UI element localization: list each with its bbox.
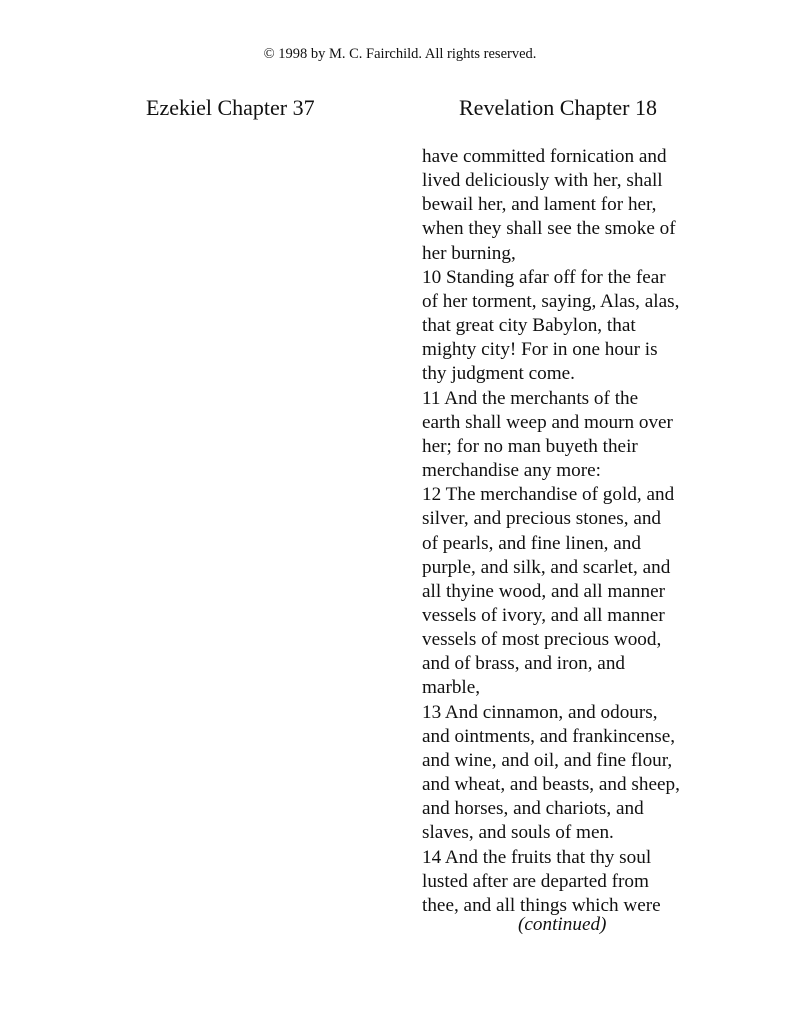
text-line: mighty city! For in one hour is bbox=[422, 339, 658, 361]
right-column-text bbox=[422, 145, 722, 918]
text-line: and wheat, and beasts, and sheep, bbox=[422, 774, 680, 796]
text-line: vessels of most precious wood, bbox=[422, 629, 662, 651]
text-line: her; for no man buyeth their bbox=[422, 435, 638, 457]
text-line: and wine, and oil, and fine flour, bbox=[422, 749, 673, 771]
text-line: lusted after are departed from bbox=[422, 870, 649, 892]
text-line: and ointments, and frankincense, bbox=[422, 725, 676, 747]
text-line: have committed fornication and bbox=[422, 146, 667, 167]
continued-note: (continued) bbox=[518, 914, 607, 935]
text-line: merchandise any more: bbox=[422, 460, 602, 482]
text-line: and of brass, and iron, and bbox=[422, 653, 626, 675]
text-line: lived deliciously with her, shall bbox=[422, 170, 663, 192]
text-line: 12 The merchandise of gold, and bbox=[422, 484, 675, 506]
text-line: marble, bbox=[422, 677, 481, 699]
copyright-notice: © 1998 by M. C. Fairchild. All rights reserved. bbox=[263, 46, 537, 62]
text-line: silver, and precious stones, and bbox=[422, 508, 662, 530]
text-line: slaves, and souls of men. bbox=[422, 822, 614, 844]
text-line: that great city Babylon, that bbox=[422, 315, 636, 337]
text-line: 13 And cinnamon, and odours, bbox=[422, 701, 658, 723]
text-line: 14 And the fruits that thy soul bbox=[422, 846, 652, 868]
text-line: vessels of ivory, and all manner bbox=[422, 604, 665, 626]
text-line: of her torment, saying, Alas, alas, bbox=[422, 290, 680, 312]
right-column-heading: Revelation Chapter 18 bbox=[459, 95, 657, 120]
text-line: and horses, and chariots, and bbox=[422, 798, 644, 820]
text-line: 11 And the merchants of the bbox=[422, 387, 639, 409]
text-line: purple, and silk, and scarlet, and bbox=[422, 556, 671, 578]
text-line: bewail her, and lament for her, bbox=[422, 194, 657, 216]
left-column-heading: Ezekiel Chapter 37 bbox=[146, 95, 315, 120]
text-line: thy judgment come. bbox=[422, 363, 575, 385]
text-line: all thyine wood, and all manner bbox=[422, 580, 665, 602]
text-line: when they shall see the smoke of bbox=[422, 218, 676, 240]
text-line: 10 Standing afar off for the fear bbox=[422, 266, 666, 288]
text-line: of pearls, and fine linen, and bbox=[422, 532, 641, 554]
text-line: her burning, bbox=[422, 242, 516, 264]
text-line: earth shall weep and mourn over bbox=[422, 411, 673, 433]
text-line: thee, and all things which were bbox=[422, 894, 661, 916]
